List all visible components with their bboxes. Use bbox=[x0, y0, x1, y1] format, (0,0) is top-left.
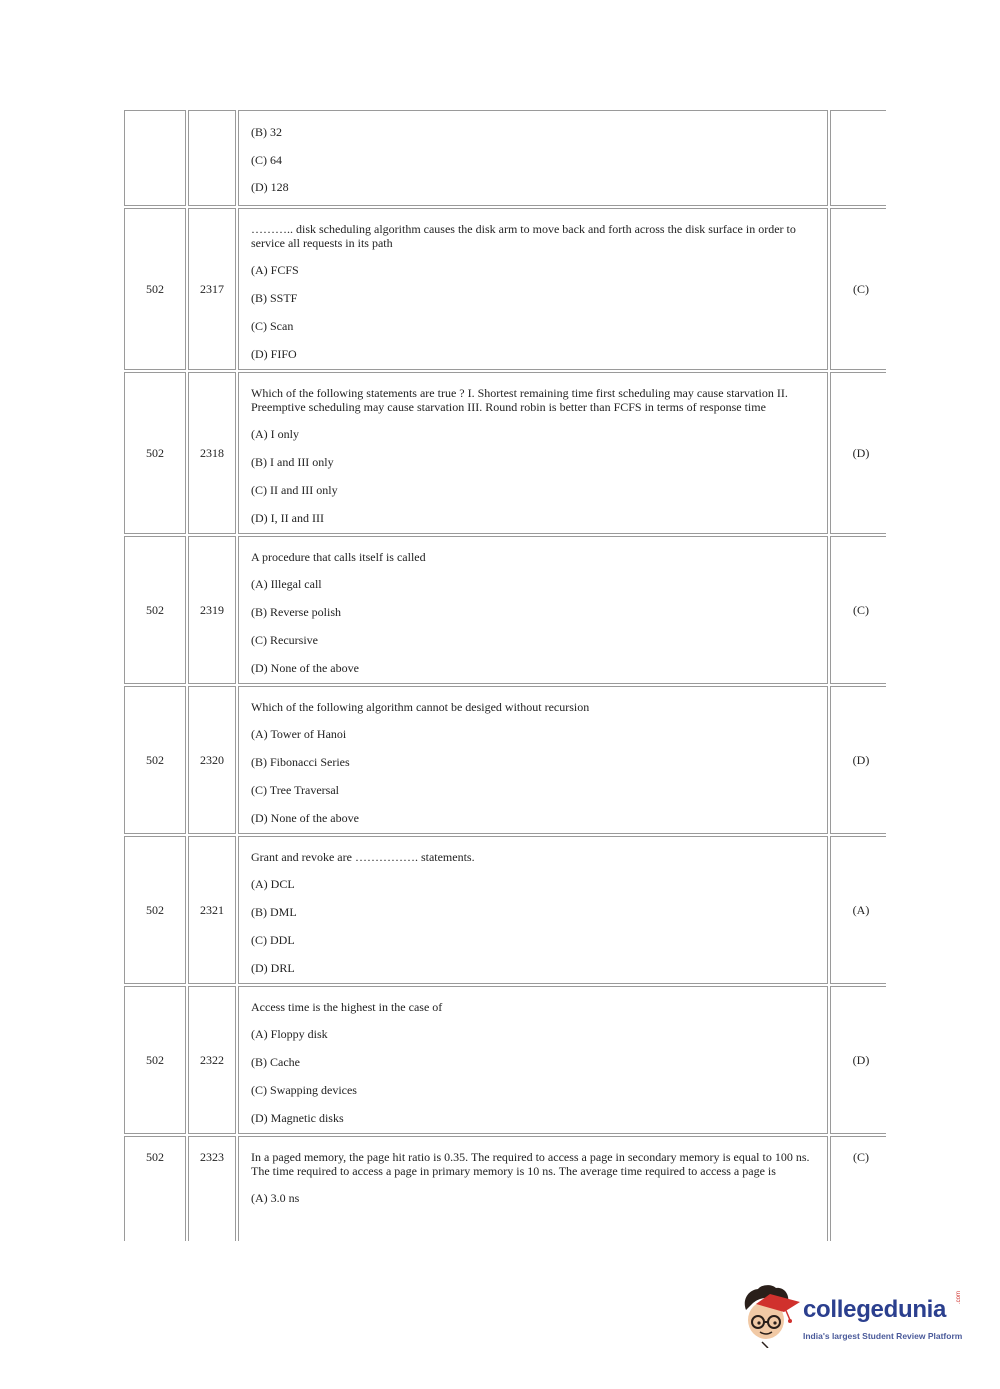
option-d: (D) 128 bbox=[251, 180, 289, 195]
table-row bbox=[124, 836, 886, 984]
option-c: (C) Recursive bbox=[251, 632, 318, 647]
question-id-cell: 2320 bbox=[188, 686, 236, 834]
answer-cell: (C) bbox=[830, 536, 886, 684]
paper-code-cell: 502 bbox=[124, 208, 186, 370]
option-d: (D) FIFO bbox=[251, 346, 297, 361]
answer-cell: (D) bbox=[830, 686, 886, 834]
question-id-cell: 2318 bbox=[188, 372, 236, 534]
question-cell bbox=[238, 536, 828, 684]
option-b: (B) DML bbox=[251, 905, 297, 920]
answer-cell: (C) bbox=[830, 208, 886, 370]
question-cell bbox=[238, 986, 828, 1134]
option-d: (D) Magnetic disks bbox=[251, 1110, 344, 1125]
option-b: (B) Cache bbox=[251, 1055, 300, 1070]
option-c: (C) Scan bbox=[251, 318, 294, 333]
option-d: (D) DRL bbox=[251, 960, 295, 975]
answer-cell bbox=[830, 110, 886, 206]
question-text: Grant and revoke are ……………. statements. bbox=[251, 850, 475, 865]
question-text: In a paged memory, the page hit ratio is 0.35. The required to access a page in secondary memory is equal to 100 ns. The time required to access a page in primary memory is 10 ns. The average time required to access a page is bbox=[251, 1150, 810, 1178]
option-b: (B) SSTF bbox=[251, 291, 298, 306]
paper-code-cell: 502 bbox=[124, 836, 186, 984]
table-row bbox=[124, 372, 886, 534]
table-row bbox=[124, 686, 886, 834]
answer-cell: (D) bbox=[830, 372, 886, 534]
question-cell bbox=[238, 686, 828, 834]
option-d: (D) None of the above bbox=[251, 660, 359, 675]
question-cell bbox=[238, 110, 828, 206]
option-c: (C) II and III only bbox=[251, 482, 338, 497]
answer-cell: (C) bbox=[830, 1136, 886, 1241]
option-a: (A) 3.0 ns bbox=[251, 1191, 300, 1205]
collegedunia-logo bbox=[740, 1282, 970, 1352]
option-d: (D) None of the above bbox=[251, 810, 359, 825]
question-id-cell: 2319 bbox=[188, 536, 236, 684]
question-text: Access time is the highest in the case of bbox=[251, 1000, 443, 1015]
option-b: (B) I and III only bbox=[251, 455, 334, 470]
question-id-cell: 2317 bbox=[188, 208, 236, 370]
table-row bbox=[124, 536, 886, 684]
option-b: (B) Reverse polish bbox=[251, 605, 341, 620]
table-row bbox=[124, 986, 886, 1134]
option-a: (A) Tower of Hanoi bbox=[251, 727, 347, 742]
question-cell bbox=[238, 836, 828, 984]
paper-code-cell: 502 bbox=[124, 1136, 186, 1241]
paper-code-cell: 502 bbox=[124, 986, 186, 1134]
paper-code-cell: 502 bbox=[124, 686, 186, 834]
table-row bbox=[124, 208, 886, 370]
logo-suffix: .com bbox=[956, 1290, 962, 1304]
question-id-cell: 2321 bbox=[188, 836, 236, 984]
question-cell bbox=[238, 372, 828, 534]
option-c: (C) Swapping devices bbox=[251, 1082, 357, 1097]
option-b: (B) 32 bbox=[251, 125, 282, 139]
question-id-cell: 2322 bbox=[188, 986, 236, 1134]
option-a: (A) FCFS bbox=[251, 263, 299, 278]
table-row bbox=[124, 110, 886, 206]
question-text: Which of the following algorithm cannot be desiged without recursion bbox=[251, 700, 590, 715]
question-table-page bbox=[122, 110, 886, 1241]
option-c: (C) 64 bbox=[251, 152, 282, 167]
mascot-icon bbox=[740, 1282, 802, 1348]
question-cell bbox=[238, 208, 828, 370]
option-b: (B) Fibonacci Series bbox=[251, 755, 350, 770]
question-id-cell: 2323 bbox=[188, 1136, 236, 1241]
paper-code-cell: 502 bbox=[124, 372, 186, 534]
option-c: (C) DDL bbox=[251, 932, 295, 947]
question-table bbox=[122, 110, 886, 1241]
option-a: (A) I only bbox=[251, 427, 299, 442]
paper-code-cell: 502 bbox=[124, 536, 186, 684]
question-text: Which of the following statements are true ? I. Shortest remaining time first scheduling may cause starvation II. Preemptive scheduling may cause starvation III. Round robin is better than FCFS in terms of response time bbox=[251, 386, 788, 415]
logo-wordmark: collegedunia bbox=[803, 1296, 947, 1323]
answer-cell: (A) bbox=[830, 836, 886, 984]
question-cell bbox=[238, 1136, 828, 1241]
question-text: A procedure that calls itself is called bbox=[251, 550, 426, 565]
question-text: ……….. disk scheduling algorithm causes the disk arm to move back and forth across the disk surface in order to service all requests in its path bbox=[251, 222, 796, 251]
option-a: (A) DCL bbox=[251, 877, 295, 892]
table-row bbox=[124, 1136, 886, 1241]
option-a: (A) Floppy disk bbox=[251, 1027, 328, 1042]
logo-tagline: India's largest Student Review Platform bbox=[803, 1331, 963, 1341]
option-a: (A) Illegal call bbox=[251, 577, 322, 592]
answer-cell: (D) bbox=[830, 986, 886, 1134]
option-c: (C) Tree Traversal bbox=[251, 782, 340, 797]
paper-code-cell bbox=[124, 110, 186, 206]
option-d: (D) I, II and III bbox=[251, 510, 324, 525]
question-id-cell bbox=[188, 110, 236, 206]
